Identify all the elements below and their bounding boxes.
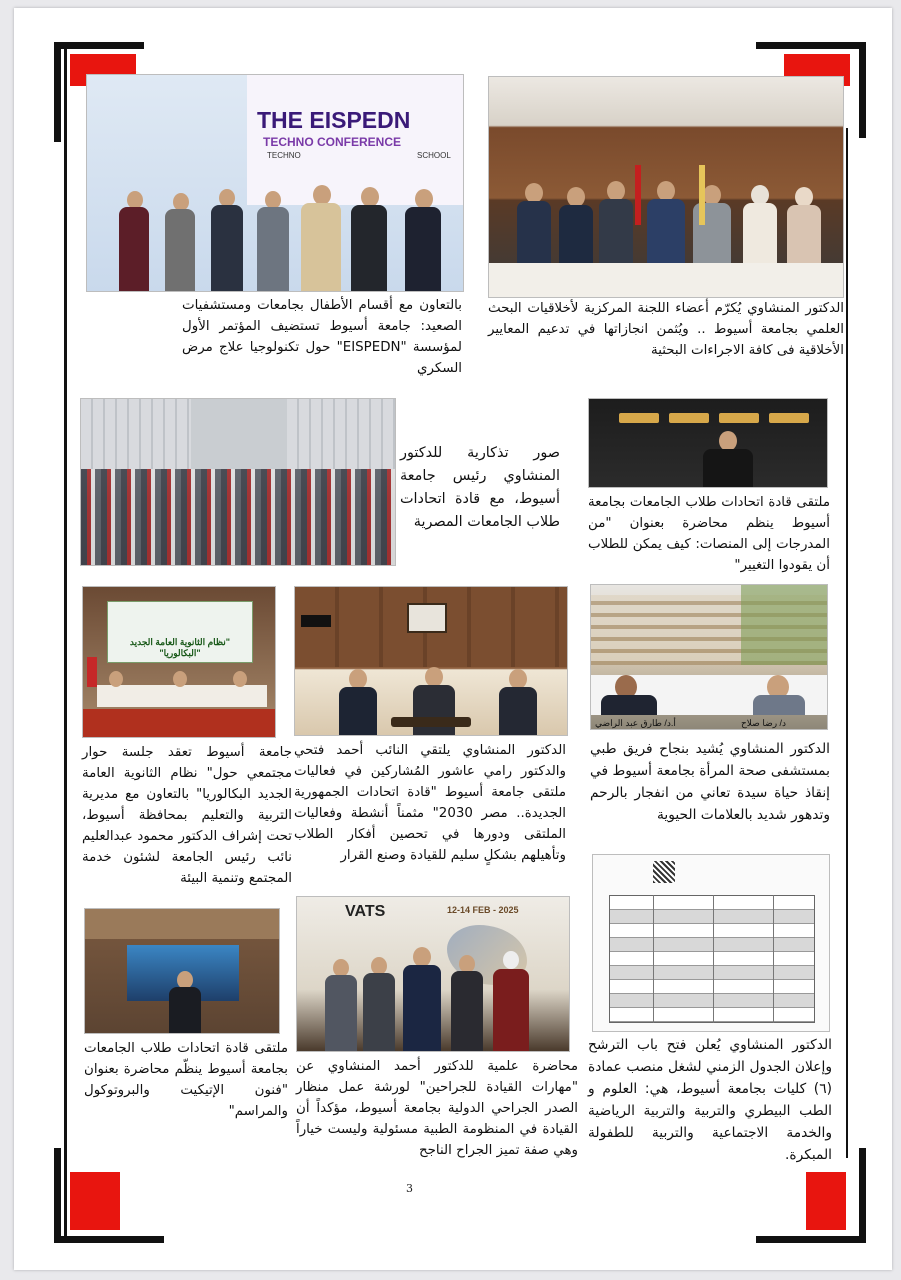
caption-deanship-schedule: الدكتور المنشاوي يُعلن فتح باب الترشح وإعلان الجدول الزمني لشغل منصب عمادة (٦) كليات بجامعة أسيوط، هي: العلوم و الطب البيطري والتربية والتربية الرياضية والخدمة الاجتماعية والتربية للطفولة المبكرة. — [588, 1037, 832, 1163]
baccalaureate-banner-text: "نظام الثانوية العامة الجديد "البكالوريا" — [129, 637, 231, 658]
caption-student-leaders-group: صور تذكارية للدكتور المنشاوي رئيس جامعة أسيوط، مع قادة اتحادات طلاب الجامعات المصرية — [400, 445, 560, 530]
medical-team-name-left: د/ رضا صلاح — [741, 718, 787, 728]
corner-red-square-br — [806, 1172, 846, 1230]
page-number: 3 — [406, 1182, 413, 1195]
caption-baccalaureate-dialogue: جامعة أسيوط تعقد جلسة حوار مجتمعي حول" نظام الثانوية العامة الجديد البكالوريا" بالتعاون مع مديرية التربية والتعليم بمحافظة أسيوط، تحت إشراف الدكتور محمود عبدالعليم نائب رئيس الجامعة لشئون خدمة المجتمع وتنمية البيئة — [82, 745, 292, 886]
photo-baccalaureate-dialogue — [82, 586, 276, 738]
frame-right-line — [846, 128, 848, 1158]
photo-ethics-committee — [488, 76, 844, 298]
frame-bottom-left-v — [54, 1148, 61, 1243]
photo-student-leaders-lecture — [588, 398, 828, 488]
eispedn-banner-left: TECHNO — [267, 151, 301, 160]
caption-meeting-mp: الدكتور المنشاوي يلتقي النائب أحمد فتحي والدكتور رامي عاشور المُشاركين في فعاليات ملتقى جامعة أسيوط "قادة اتحادات الجمهورية الجديدة.. مصر 2030" مثمناً أنشطة وفعاليات الملتقى ودورها في تحصين أفكار الطلاب وتأهيلهم بشكلٍ سليم للقيادة وصنع القرار — [294, 743, 566, 863]
frame-bottom-left-h — [54, 1236, 164, 1243]
eispedn-banner-title: THE EISPEDN — [257, 107, 411, 133]
caption-vats-lecture: محاضرة علمية للدكتور أحمد المنشاوي عن "مهارات القيادة للجراحين" لورشة عمل منظار الصدر الجراحي الدولية بجامعة أسيوط، مؤكداً أن القيادة في المنظومة الطبية مسئولية وليست خياراً وهي صفة تميز الجراح الناجح — [296, 1059, 578, 1158]
frame-top-left-h — [54, 42, 144, 49]
photo-student-leaders-group — [80, 398, 396, 566]
caption-eispedn-conference: بالتعاون مع أقسام الأطفال بجامعات ومستشفيات الصعيد: جامعة أسيوط تستضيف المؤتمر الأول لمؤسسة "EISPEDN" حول تكنولوجيا علاج مرض السكري — [182, 298, 462, 376]
photo-deanship-schedule — [592, 854, 830, 1032]
corner-red-square-bl — [70, 1172, 120, 1230]
caption-student-leaders-lecture: ملتقى قادة اتحادات طلاب الجامعات بجامعة أسيوط ينظم محاضرة بعنوان "من المدرجات إلى المنصات: كيف يمكن للطلاب أن يقودوا التغيير" — [588, 495, 830, 573]
medical-team-name-right: أ.د/ طارق عبد الراضي — [595, 718, 676, 728]
photo-vats-lecture — [296, 896, 570, 1052]
photo-meeting-mp — [294, 586, 568, 736]
caption-medical-team: الدكتور المنشاوي يُشيد بنجاح فريق طبي بمستشفى صحة المرأة بجامعة أسيوط في إنقاذ حياة سيدة تعاني من انفجار بالرحم وتدهور شديد بالعلامات الحيوية — [590, 741, 830, 823]
photo-etiquette-lecture — [84, 908, 280, 1034]
frame-top-right-h — [756, 42, 866, 49]
frame-bottom-right-h — [756, 1236, 866, 1243]
caption-etiquette-lecture: ملتقى قادة اتحادات طلاب الجامعات بجامعة أسيوط ينظّم محاضرة بعنوان "فنون الإتيكيت والبروتوكول والمراسم" — [84, 1041, 288, 1119]
eispedn-banner-right: SCHOOL — [417, 151, 451, 160]
photo-eispedn-conference — [86, 74, 464, 292]
frame-left-line — [64, 48, 67, 1242]
frame-bottom-right-v — [859, 1148, 866, 1243]
vats-banner-title: VATS — [345, 903, 386, 920]
eispedn-banner-subtitle: TECHNO CONFERENCE — [263, 135, 402, 149]
photo-medical-team — [590, 584, 828, 730]
vats-banner-date: 12-14 FEB - 2025 — [447, 905, 519, 915]
frame-top-right-v — [859, 42, 866, 138]
caption-ethics-committee: الدكتور المنشاوي يُكرّم أعضاء اللجنة المركزية لأخلاقيات البحث العلمي بجامعة أسيوط .. ويُثمن انجازاتها في تدعيم المعايير الأخلاقية فى كافة الاجراءات البحثية — [488, 301, 844, 358]
magazine-page — [14, 8, 892, 1270]
frame-top-left-v — [54, 42, 61, 142]
